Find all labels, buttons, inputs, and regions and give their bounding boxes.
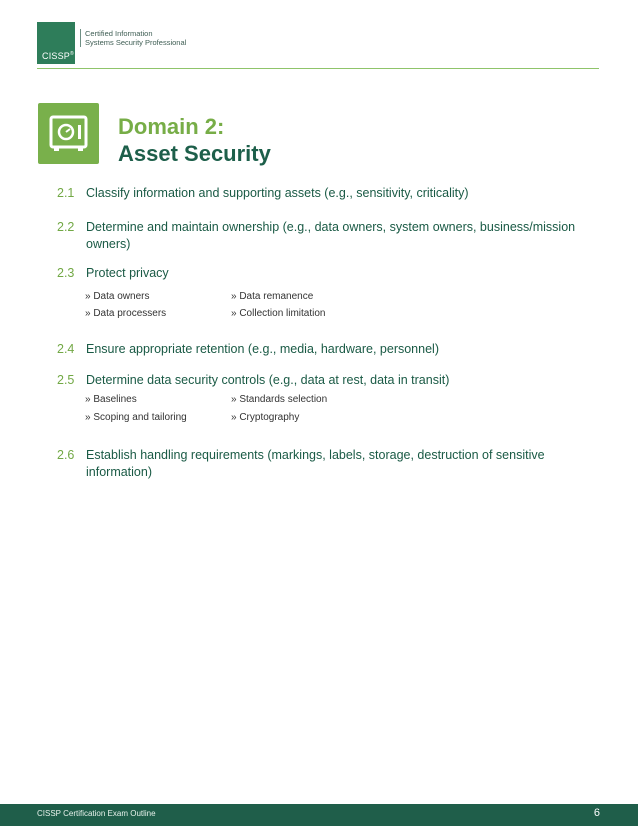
logo-subtitle	[80, 29, 186, 47]
section-2-2	[57, 219, 597, 253]
section-2-3	[57, 265, 597, 282]
section-title: Establish handling requirements (markings, labels, storage, destruction of sensitive information)	[86, 448, 545, 479]
footer-bar	[0, 804, 638, 826]
safe-icon	[38, 103, 99, 164]
header-divider	[37, 68, 599, 69]
domain-title	[118, 113, 271, 167]
logo-subtitle-line2: Systems Security Professional	[85, 38, 187, 47]
domain-name: Asset Security	[118, 141, 271, 166]
section-number: 2.2	[57, 220, 75, 234]
list-item: » Scoping and tailoring	[85, 412, 187, 423]
section-title: Classify information and supporting assets (e.g., sensitivity, criticality)	[86, 186, 469, 200]
list-item: » Collection limitation	[231, 308, 326, 319]
list-item: » Standards selection	[231, 394, 328, 405]
section-number: 2.4	[57, 342, 75, 356]
section-2-1	[57, 185, 597, 202]
footer-title: CISSP Certification Exam Outline	[37, 809, 156, 818]
section-2-6	[57, 447, 597, 481]
list-item: » Baselines	[85, 394, 137, 405]
section-number: 2.3	[57, 266, 75, 280]
cissp-logo	[37, 22, 75, 64]
section-2-5	[57, 372, 597, 389]
section-title: Determine data security controls (e.g., data at rest, data in transit)	[86, 373, 450, 387]
domain-number: Domain 2:	[118, 114, 225, 139]
list-item: » Data remanence	[231, 291, 314, 302]
section-title: Ensure appropriate retention (e.g., media, hardware, personnel)	[86, 342, 439, 356]
list-item: » Cryptography	[231, 412, 300, 423]
section-title: Determine and maintain ownership (e.g., data owners, system owners, business/mission owners)	[86, 220, 576, 251]
section-title: Protect privacy	[86, 266, 169, 280]
list-item: » Data processers	[85, 308, 167, 319]
section-2-4	[57, 341, 597, 358]
page-number: 6	[593, 807, 600, 819]
logo-text: CISSP®	[42, 51, 74, 61]
section-number: 2.5	[57, 373, 75, 387]
section-number: 2.6	[57, 448, 75, 462]
list-item: » Data owners	[85, 291, 150, 302]
logo-subtitle-line1: Certified Information	[85, 29, 153, 38]
section-number: 2.1	[57, 186, 75, 200]
